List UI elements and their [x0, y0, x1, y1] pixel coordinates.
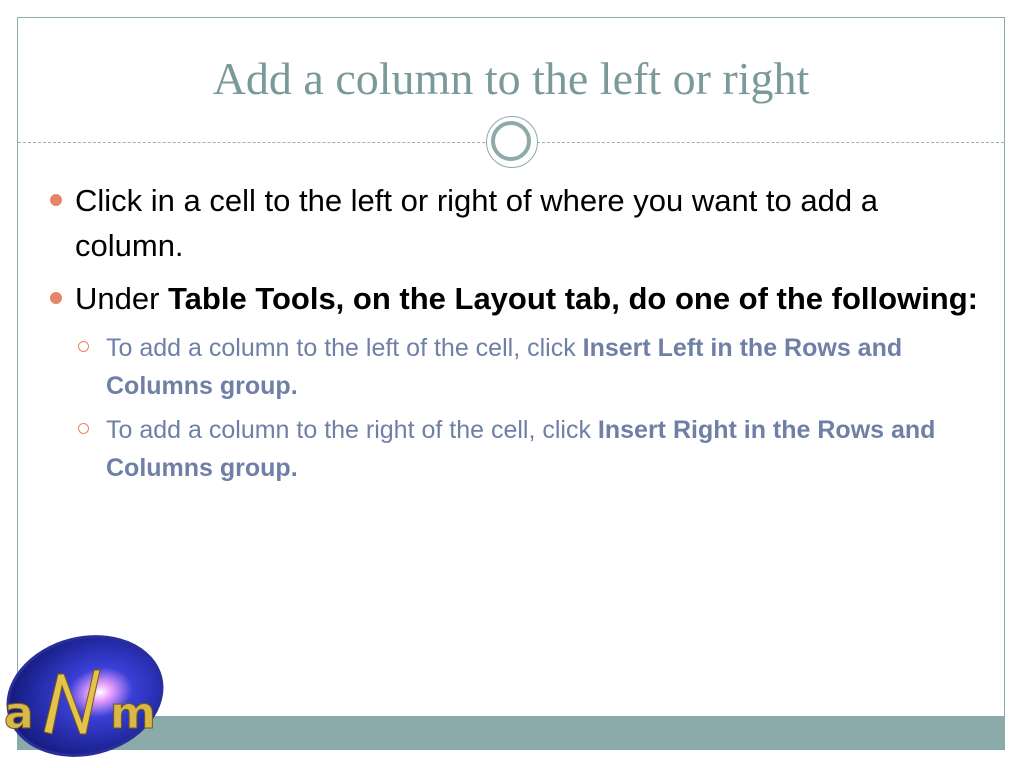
sub-bullet-item — [48, 329, 978, 405]
hollow-bullet-icon — [78, 341, 89, 352]
sub-bullet-bold-text: Insert Right in the Rows and Columns group. — [106, 416, 936, 482]
bullet-bold-text: Table Tools, on the Layout tab, do one of the following: — [168, 281, 978, 316]
sub-bullet-prefix: To add a column to the right of the cell, click — [106, 416, 598, 444]
bullet-prefix: Under — [75, 281, 169, 316]
svg-text:m: m — [110, 688, 156, 739]
slide-title: Add a column to the left or right — [212, 53, 810, 104]
bullet-text: Click in a cell to the left or right of where you want to add a column. — [75, 183, 878, 263]
svg-text:a: a — [4, 688, 34, 739]
bullet-dot-icon — [50, 292, 62, 304]
slide-content — [48, 178, 978, 493]
sub-bullet-item — [48, 411, 978, 487]
anm-logo — [0, 630, 166, 760]
bullet-item — [48, 276, 978, 321]
circle-ornament-icon — [486, 116, 538, 168]
sub-bullet-prefix: To add a column to the left of the cell, click — [106, 334, 583, 362]
hollow-bullet-icon — [78, 423, 89, 434]
bullet-dot-icon — [50, 194, 62, 206]
bullet-item — [48, 178, 978, 268]
sub-bullet-bold-text: Insert Left in the Rows and Columns group. — [106, 334, 903, 400]
